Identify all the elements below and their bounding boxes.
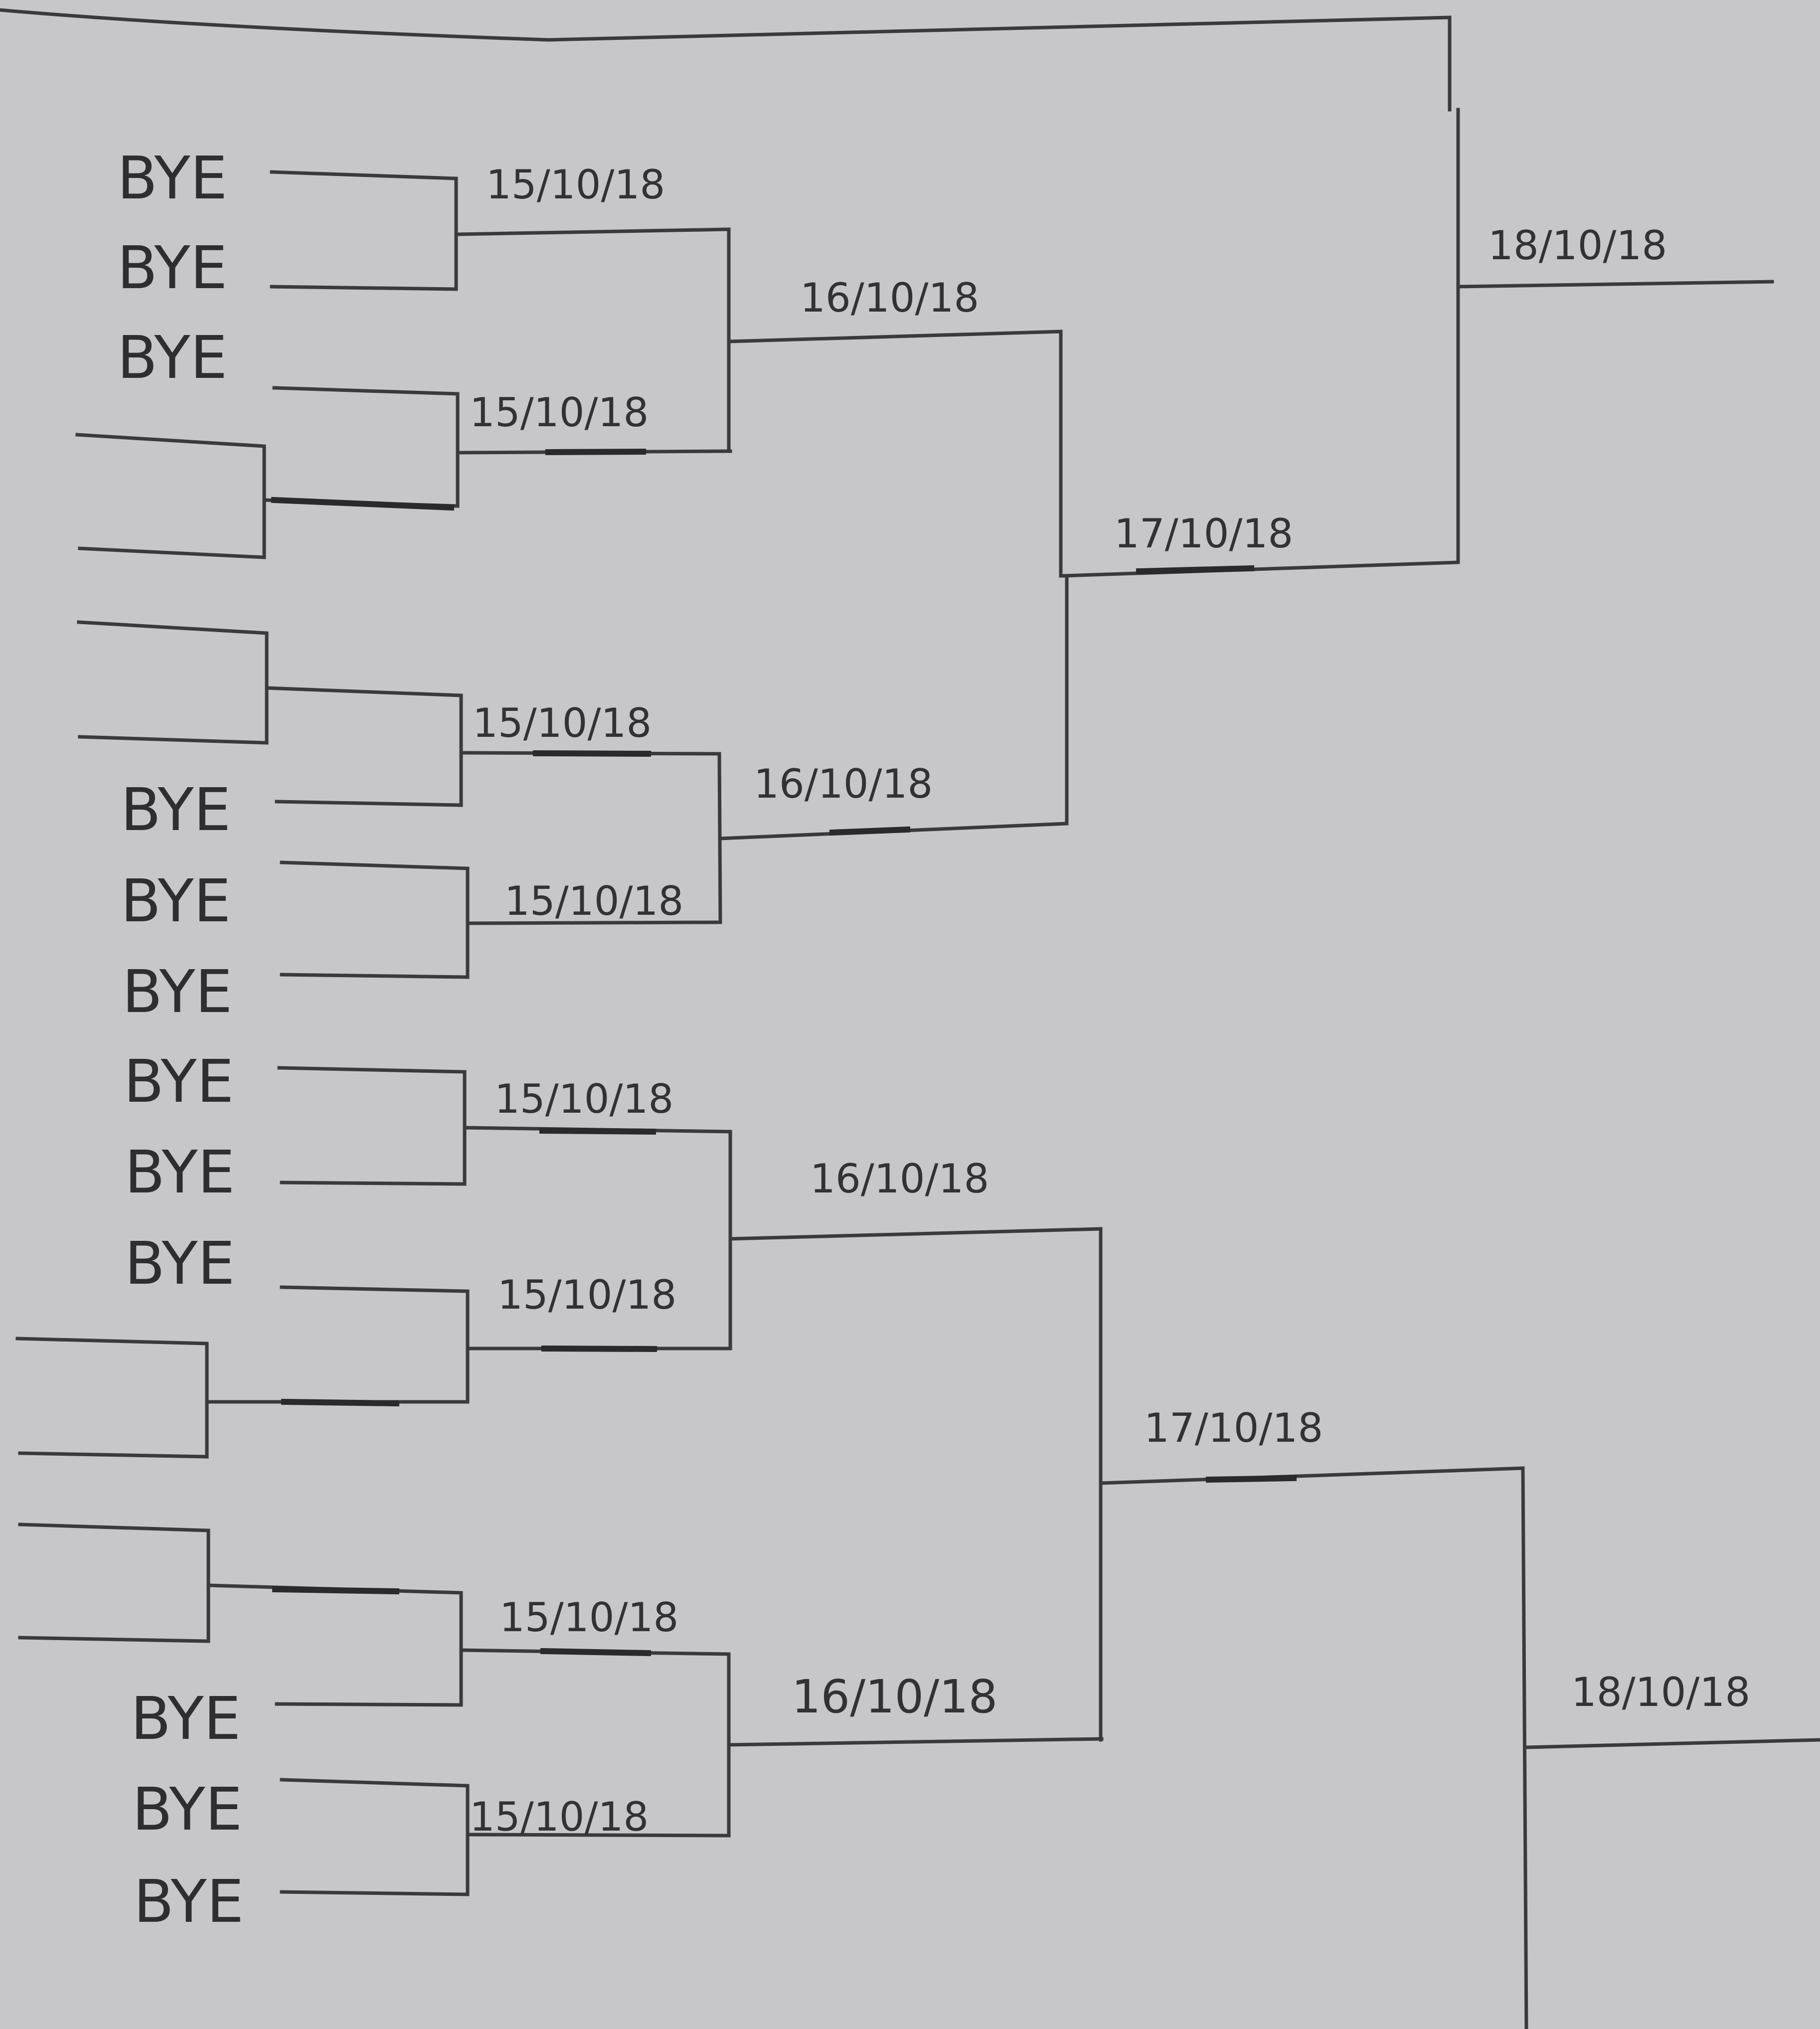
bye-label: BYE xyxy=(121,775,231,844)
final-date: 18/10/18 xyxy=(1488,222,1667,269)
round1-date: 15/10/18 xyxy=(499,1594,679,1641)
bracket-line-r1m7-bold xyxy=(275,1589,396,1591)
round3-dates xyxy=(1114,510,1323,1451)
round2-date: 16/10/18 xyxy=(792,1670,998,1723)
bye-label: BYE xyxy=(121,866,231,935)
round1-date: 15/10/18 xyxy=(473,700,652,746)
bracket-line-r1m1-out xyxy=(456,229,729,234)
bracket-line-r3m2-out xyxy=(1101,1468,1526,2029)
bye-label: BYE xyxy=(124,1047,234,1116)
bracket-line-r1m7-out-bold xyxy=(543,1651,648,1653)
bracket-line-r1m8 xyxy=(282,1780,468,1894)
round1-date: 15/10/18 xyxy=(486,162,665,208)
bracket-line-r2m2-out-bold xyxy=(832,830,907,833)
bracket-line-r1m1 xyxy=(272,172,456,289)
bracket-line-r1m5-out-bold xyxy=(542,1131,653,1132)
bye-label: BYE xyxy=(131,1684,241,1753)
round1-date: 15/10/18 xyxy=(504,878,684,924)
bracket-line-r2m4-out xyxy=(729,1739,1102,1745)
bye-label: BYE xyxy=(125,1138,235,1206)
bye-label: BYE xyxy=(132,1775,243,1844)
final-date: 18/10/18 xyxy=(1571,1669,1751,1715)
bracket-line-r2m1-out xyxy=(729,332,1061,576)
bracket-line-r1m6 xyxy=(207,1287,468,1402)
bracket-line-playin-a xyxy=(77,435,264,557)
round1-date: 15/10/18 xyxy=(495,1076,674,1122)
bracket-line-r1m4 xyxy=(282,862,468,977)
bracket-line-final-top xyxy=(1458,282,1772,287)
bracket-line-final-bottom xyxy=(1526,1740,1820,1747)
bye-label: BYE xyxy=(134,1867,244,1936)
bracket-line-r1m5 xyxy=(279,1068,465,1184)
round1-dates xyxy=(470,162,683,1840)
bracket-top-line xyxy=(0,10,1450,110)
round2-date: 16/10/18 xyxy=(754,761,933,807)
bracket-line-r1m6-bold xyxy=(284,1402,396,1403)
bracket-line-r1m2 xyxy=(264,388,458,506)
round2-dates xyxy=(754,275,997,1723)
bye-labels xyxy=(117,144,244,1936)
bracket-line-playin-b xyxy=(79,622,267,743)
bye-label: BYE xyxy=(117,323,228,392)
round2-date: 16/10/18 xyxy=(800,275,980,321)
round1-date: 15/10/18 xyxy=(497,1272,677,1318)
round3-date: 17/10/18 xyxy=(1144,1405,1324,1451)
bye-label: BYE xyxy=(117,144,228,212)
bracket-line-playin-c xyxy=(17,1339,207,1457)
bye-label: BYE xyxy=(122,957,233,1026)
bracket-line-playin-d xyxy=(20,1524,208,1641)
bracket-line-r3m2-out-bold xyxy=(1209,1478,1294,1480)
bracket-line-r1m2-bold xyxy=(274,500,451,507)
final-dates xyxy=(1488,222,1750,1715)
bracket-line-r1m3 xyxy=(267,688,461,805)
bracket-line-r3m1-out xyxy=(1064,110,1458,576)
round3-date: 17/10/18 xyxy=(1114,510,1294,557)
round1-date: 15/10/18 xyxy=(470,1794,649,1840)
round2-date: 16/10/18 xyxy=(810,1156,990,1202)
bracket-line-r2m3-out xyxy=(730,1229,1101,1740)
bye-label: BYE xyxy=(117,233,228,302)
bracket-line-r1m7 xyxy=(208,1585,461,1705)
bracket-line-r1m3-out-bold xyxy=(536,753,648,754)
round1-date: 15/10/18 xyxy=(470,389,649,436)
bracket-line-r3m1-out-bold xyxy=(1139,568,1251,571)
bye-label: BYE xyxy=(125,1229,235,1298)
